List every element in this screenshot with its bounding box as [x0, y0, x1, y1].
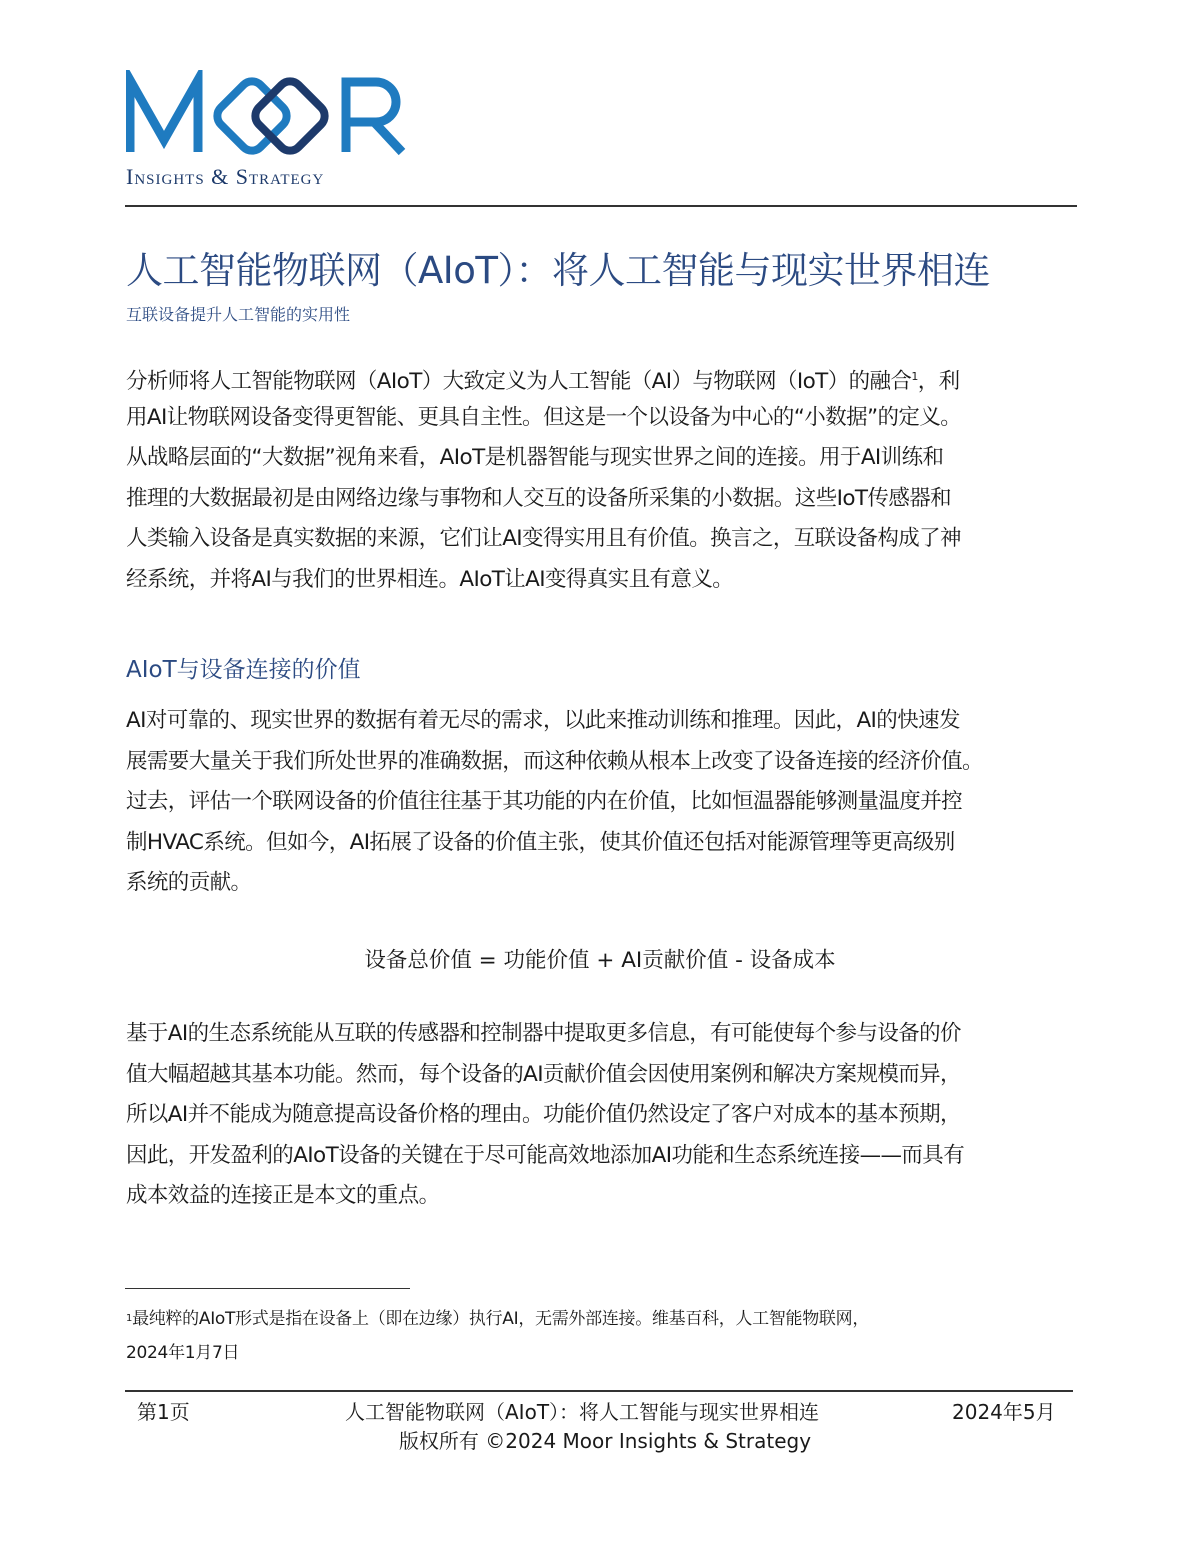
- text-line: 人类输入设备是真实数据的来源，它们让AI变得实用且有价值。换言之，互联设备构成了神: [126, 526, 961, 551]
- text-line: 值大幅超越其基本功能。然而，每个设备的AI贡献价值会因使用案例和解决方案规模而异，: [126, 1061, 961, 1087]
- text-line: 经系统，并将AI与我们的世界相连。AIoT让AI变得真实且有意义。: [126, 566, 734, 592]
- section-heading: AIoT与设备连接的价值: [126, 657, 361, 683]
- text-line: 分析师将人工智能物联网（AIoT）大致定义为人工智能（AI）与物联网（IoT）的融合$^1$，利: [126, 369, 960, 395]
- text-line: 所以AI并不能成为随意提高设备价格的理由。功能价值仍然设定了客户对成本的基本预期，: [126, 1102, 961, 1127]
- text-line: 推理的大数据最初是由网络边缘与事物和人交互的设备所采集的小数据。这些IoT传感器和: [126, 485, 952, 511]
- text-line: 成本效益的连接正是本文的重点。: [126, 1183, 440, 1208]
- moor-logo-mark: [126, 70, 416, 170]
- footnote-text: 最纯粹的AIoT形式是指在设备上（即在边缘）执行AI，无需外部连接。维基百科，人工智能物联网，: [132, 1309, 870, 1329]
- intro-paragraph: [126, 357, 1086, 600]
- footnote-divider: [125, 1288, 410, 1289]
- moor-logo: [126, 70, 416, 190]
- text-line: 展需要大量关于我们所处世界的准确数据，而这种依赖从根本上改变了设备连接的经济价值。: [126, 748, 983, 774]
- text-line: 从战略层面的“大数据”视角来看，AIoT是机器智能与现实世界之间的连接。用于AI训练和: [126, 445, 944, 470]
- section-paragraph-2: [126, 1014, 1086, 1217]
- text-line: 系统的贡献。: [126, 870, 252, 895]
- logo-subtitle: Insights & Strategy: [126, 164, 325, 189]
- text-line: 用AI让物联网设备变得更智能、更具自主性。但这是一个以设备为中心的“小数据”的定义。: [126, 404, 962, 430]
- page-title: 人工智能物联网（AIoT）：将人工智能与现实世界相连: [126, 249, 990, 292]
- text-line: AI对可靠的、现实世界的数据有着无尽的需求，以此来推动训练和推理。因此，AI的快速发: [126, 708, 960, 733]
- header-divider: [125, 205, 1077, 207]
- value-formula: 设备总价值 = 功能价值 + AI贡献价值 - 设备成本: [364, 948, 836, 973]
- text-line: 基于AI的生态系统能从互联的传感器和控制器中提取更多信息，有可能使每个参与设备的价: [126, 1021, 961, 1046]
- footer-copyright: 版权所有 ©2024 Moor Insights & Strategy: [398, 1429, 812, 1453]
- footer-divider: [125, 1390, 1073, 1392]
- footnote: [126, 1302, 869, 1370]
- text-line: 因此，开发盈利的AIoT设备的关键在于尽可能高效地添加AI功能和生态系统连接——而具有: [126, 1142, 965, 1168]
- footer-date: 2024年5月: [952, 1400, 1056, 1424]
- text-line: 制HVAC系统。但如今，AI拓展了设备的价值主张，使其价值还包括对能源管理等更高级别: [126, 829, 955, 855]
- footnote-ref[interactable]: 1: [911, 370, 918, 383]
- text-line: 过去，评估一个联网设备的价值往往基于其功能的内在价值，比如恒温器能够测量温度并控: [126, 789, 963, 814]
- section-paragraph-1: [126, 701, 1086, 904]
- footnote-number: 1: [126, 1313, 133, 1324]
- footer-page-number: 第1页: [137, 1400, 190, 1424]
- footer-title: 人工智能物联网（AIoT）：将人工智能与现实世界相连: [345, 1400, 820, 1424]
- page-subtitle: 互联设备提升人工智能的实用性: [126, 305, 351, 324]
- footnote-date: 2024年1月7日: [126, 1343, 240, 1363]
